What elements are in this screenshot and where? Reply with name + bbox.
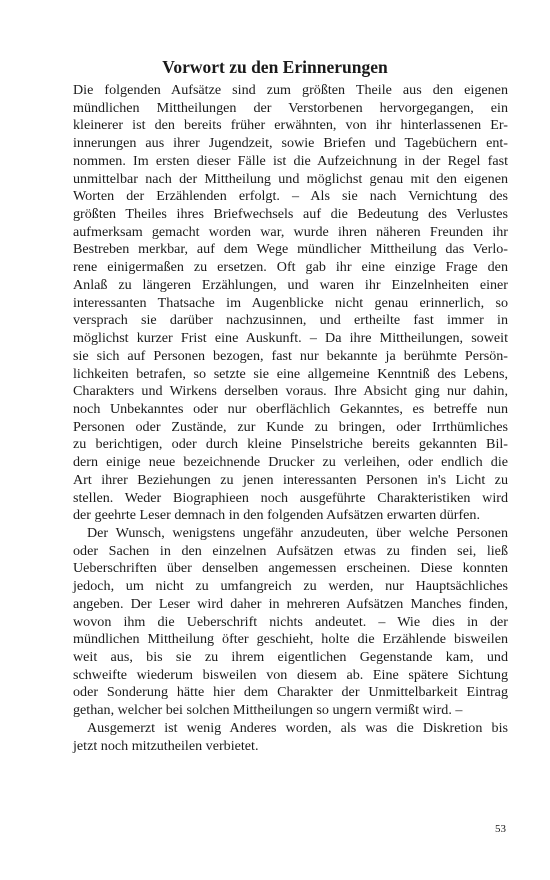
text-line: Anlaß zu längeren Erzählungen, und waren ihr Einzelnheiten einer	[73, 276, 508, 293]
text-line: weit aus, bis sie zu ihrem eigentlichen Gegenstande kam, und	[73, 649, 508, 665]
text-line: Ueberschriften über denselben angemessen erscheinen. Diese konnten	[73, 560, 508, 577]
text-line: der geehrte Leser demnach in den folgenden Aufsätzen erwarten dürfen.	[73, 507, 480, 524]
text-line: Ausgemerzt ist wenig Anderes worden, als was die Diskretion bis	[87, 719, 508, 736]
text-line: Die folgenden Aufsätze sind zum größten Theile aus den eigenen	[73, 82, 508, 98]
page-number: 53	[495, 823, 506, 835]
text-line: Worten der Erzählenden erfolgt. – Als sie nach Vernichtung des	[73, 188, 508, 205]
text-line: lichkeiten betrafen, so setzte sie eine allgemeine Kenntniß des Lebens,	[73, 365, 508, 382]
text-line: jetzt noch mitzutheilen verbietet.	[73, 737, 259, 754]
body-text	[73, 82, 508, 755]
text-line: oder Sonderung hätte hier dem Charakter der Unmittelbarkeit Eintrag	[73, 684, 508, 701]
text-line: Personen oder Zustände, zur Kunde zu bringen, oder Irrthümliches	[73, 418, 508, 435]
text-line: angeben. Der Leser wird daher in mehreren Aufsätzen Manches finden,	[73, 595, 508, 612]
text-line: interessanten Thatsache im Augenblicke nicht genau erinnerlich, so	[73, 294, 508, 311]
paragraph	[73, 720, 508, 755]
text-line: unmittelbar nach der Mittheilung und möglichst genau mit den eigenen	[73, 170, 508, 187]
text-line: schweifte wiederum bisweilen von diesem ab. Eine spätere Sichtung	[73, 666, 508, 683]
text-line: größten Theiles ihres Briefwechsels auf die Bedeutung des Verlustes	[73, 206, 508, 223]
text-line: Art ihrer Beziehungen zu jenen interessanten Personen in's Licht zu	[73, 471, 508, 488]
text-line: oder Sachen in den einzelnen Aufsätzen etwas zu finden sei, ließ	[73, 542, 508, 559]
page-title: Vorwort zu den Erinnerungen	[162, 57, 388, 77]
text-line: stellen. Weder Biographieen noch ausgeführte Charakteristiken wird	[73, 489, 508, 506]
text-line: mündlichen Mittheilungen der Verstorbenen hervorgegangen, ein	[73, 99, 508, 116]
text-line: mündlichen Mittheilung öfter geschieht, holte die Erzählende bisweilen	[73, 631, 508, 648]
text-line: möglichst kurzer Frist eine Auskunft. – Da ihre Mittheilungen, soweit	[73, 330, 508, 347]
text-line: Charakters und Wirkens derselben voraus. Ihre Absicht ging nur dahin,	[73, 383, 508, 400]
text-line: wovon ihm die Ueberschrift nichts andeutet. – Wie dies in der	[73, 613, 508, 630]
text-line: kleinerer ist den bereits früher erwähnten, von ihr hinterlassenen Er-	[73, 117, 508, 134]
text-line: nommen. Im ersten dieser Fälle ist die Aufzeichnung in der Regel fast	[73, 152, 508, 169]
text-line: gethan, welcher bei solchen Mittheilungen so ungern vermißt wird. –	[73, 702, 463, 719]
text-line: innerungen aus ihrer Jugendzeit, sowie Briefen und Tagebüchern ent-	[73, 135, 508, 152]
paragraph	[73, 525, 508, 720]
text-line: dern einige neue bezeichnende Drucker zu verleihen, oder endlich die	[73, 454, 508, 471]
text-line: aufmerksam gemacht worden war, wurde ihren näheren Freunden ihr	[73, 223, 508, 240]
text-line: Der Wunsch, wenigstens ungefähr anzudeuten, über welche Personen	[87, 524, 508, 541]
text-line: versprach sie darüber nachzusinnen, und ertheilte fast immer in	[73, 312, 508, 329]
text-line: noch Unbekanntes oder nur oberflächlich Gekanntes, es betreffe nun	[73, 400, 508, 417]
text-line: rene einigermaßen zu ersetzen. Oft gab ihr eine einzige Frage den	[73, 259, 508, 276]
text-line: Bestreben merkbar, auf dem Wege mündlicher Mittheilung das Verlo-	[73, 241, 508, 258]
text-line: sie sich auf Personen bezogen, fast nur bekannte ja berühmte Persön-	[73, 347, 508, 364]
text-line: jedoch, um nicht zu umfangreich zu werden, nur Hauptsächliches	[73, 578, 508, 595]
paragraph	[73, 82, 508, 525]
text-line: zu berichtigen, oder durch kleine Pinselstriche bereits gekannten Bil-	[73, 436, 508, 453]
